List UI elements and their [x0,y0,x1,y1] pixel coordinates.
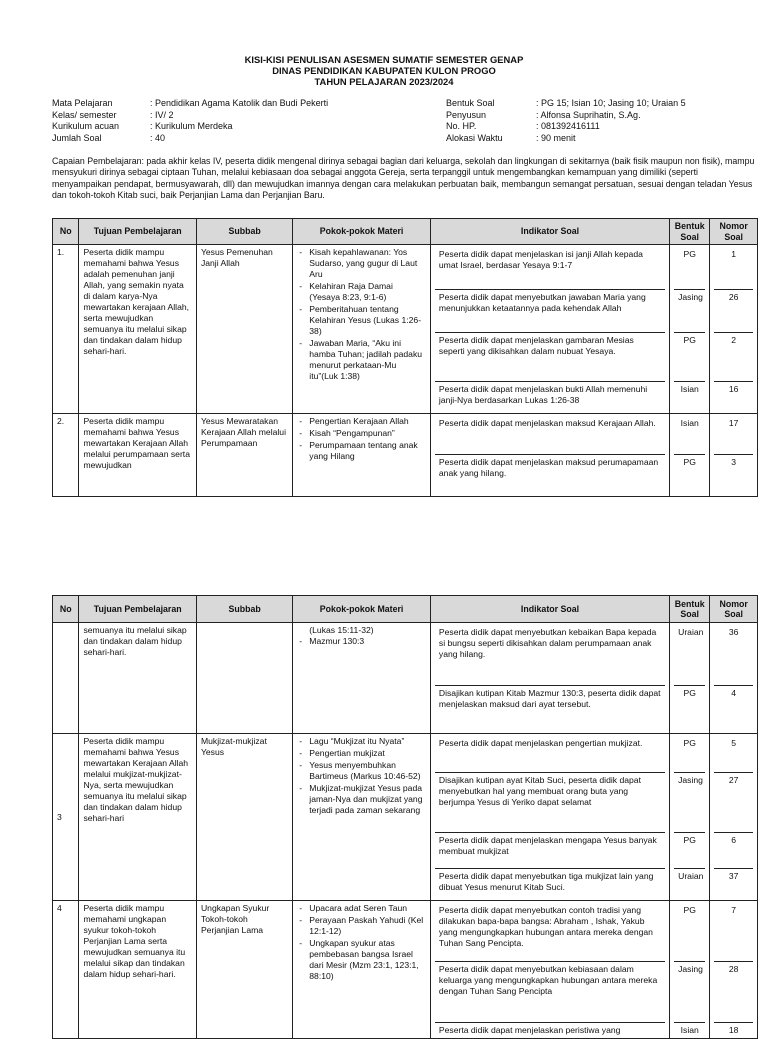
row-no: 4 [53,901,79,1039]
meta-value: : PG 15; Isian 10; Jasing 10; Uraian 5 [536,98,686,108]
pokok-item: - Perayaan Paskah Yahudi (Kel 12:1-12) [297,915,426,937]
row-pokok [293,623,431,734]
row-tujuan: Peserta didik mampu memahami bahwa Yesus mewartakan Kerajaan Allah melalui perumpamaan serta mewujudkan [79,414,197,497]
row-tujuan: Peserta didik mampu memahami bahwa Yesus mewartakan Kerajaan Allah melalui mukjizat-mukjizat-Nya, serta mewujudkan semuanya itu melalui sikap dan tindakan dalam hidup sehari-hari [79,734,197,901]
row-nomor [710,623,758,734]
pokok-item: - Perumpamaan tentang anak yang Hilang [297,440,426,462]
indikator-item: Peserta didik dapat menyebutkan contoh tradisi yang dilakukan bapa-bapa bangsa: Abraham , Ishak, Yakub yang mengungkapkan hubungan antara mereka dengan Tuhan Sang Pencipta. [438,905,653,948]
row-indikator [430,245,669,414]
row-subbab [196,623,292,734]
row-bentuk [670,414,710,497]
nomor-item: 28 [714,961,753,1022]
table-row [53,623,758,734]
bentuk-item: PG [683,738,696,748]
pokok-item: - Pengertian Kerajaan Allah [297,416,426,427]
nomor-item: 37 [714,868,753,898]
meta-value: : IV/ 2 [150,109,174,120]
indikator-item: Disajikan kutipan Kitab Mazmur 130:3, peserta didik dapat menjelaskan maksud dari ayat tersebut. [435,685,665,731]
bentuk-item: PG [674,685,705,731]
col-header-subbab: Subbab [196,596,292,623]
meta-value: : 40 [150,132,166,143]
nomor-item: 2 [714,332,753,381]
row-no [53,623,79,734]
row-pokok [293,734,431,901]
meta-label: No. HP. [446,121,477,131]
indikator-item: Peserta didik dapat menjelaskan peristiwa yang [435,1022,665,1036]
meta-value: : 081392416111 [536,121,600,131]
row-tujuan: semuanya itu melalui sikap dan tindakan dalam hidup sehari-hari. [79,623,197,734]
meta-label: Alokasi Waktu [446,132,503,143]
row-tujuan: Peserta didik mampu memahami bahwa Yesus adalah pemenuhan janji Allah, yang semakin nyata di dalam karya-Nya mewartakan kerajaan Allah, serta mewujudkan semuanya itu melalui sikap dan tindakan dalam hidup sehari-hari. [79,245,197,414]
pokok-item: - Pemberitahuan tentang Kelahiran Yesus (Lukas 1:26-38) [297,304,426,337]
meta-label: Mata Pelajaran [52,98,113,108]
meta-label: Bentuk Soal [446,98,495,108]
row-bentuk [670,734,710,901]
nomor-item: 1 [731,249,737,259]
nomor-item: 4 [714,685,753,731]
indikator-item: Peserta didik dapat menyebutkan kebaikan Bapa kepada si bungsu seperti dikisahkan dalam perumpamaan anak yang hilang. [438,627,657,659]
col-header-tujuan: Tujuan Pembelajaran [79,219,197,245]
meta-value: : Alfonsa Suprihatin, S.Ag. [536,109,641,120]
col-header-pokok: Pokok-pokok Materi [293,219,431,245]
nomor-item: 27 [714,772,753,832]
row-indikator [430,734,669,901]
indikator-item: Peserta didik dapat menyebutkan jawaban Maria yang menunjukkan ketaatannya pada kehendak Allah [435,289,665,332]
col-header-subbab: Subbab [196,219,292,245]
bentuk-item: Isian [674,381,705,411]
bentuk-item: Uraian [674,868,705,898]
col-header-bentuk: Bentuk Soal [670,219,710,245]
row-nomor [710,734,758,901]
bentuk-item: PG [674,832,705,868]
col-header-nomor: Nomor Soal [710,596,758,623]
row-subbab: Yesus Mewaratakan Kerajaan Allah melalui Perumpamaan [196,414,292,497]
row-nomor [710,901,758,1039]
meta-label: Kurikulum acuan [52,121,120,131]
bentuk-item: Jasing [674,772,705,832]
doc-title-line-1: KISI-KISI PENULISAN ASESMEN SUMATIF SEMESTER GENAP [244,54,524,65]
doc-title-line-2: DINAS PENDIDIKAN KABUPATEN KULON PROGO [272,65,496,76]
col-header-nomor: Nomor Soal [710,219,758,245]
table-row [53,414,758,497]
nomor-item: 3 [714,454,753,494]
row-indikator [430,623,669,734]
table-row [53,901,758,1039]
row-indikator [430,414,669,497]
bentuk-item: Jasing [674,289,705,332]
indikator-item: Disajikan kutipan ayat Kitab Suci, peserta didik dapat menyebutkan hal yang membuat orang buta yang berjumpa Yesus di Yeriko dapat selamat [435,772,665,832]
pokok-item: - Kisah kepahlawanan: Yos Sudarso, yang gugur di Laut Aru [297,247,426,280]
row-no: 2. [53,414,79,497]
meta-label: Jumlah Soal [52,132,102,143]
meta-label: Penyusun [446,109,487,120]
row-nomor [710,245,758,414]
pokok-item: - Ungkapan syukur atas pembebasan bangsa Israel dari Mesir (Mzm 23:1, 123:1, 88:10) [297,938,426,982]
indikator-item: Peserta didik dapat menjelaskan mengapa Yesus banyak membuat mukjizat [435,832,665,868]
row-tujuan: Peserta didik mampu memahami ungkapan syukur tokoh-tokoh Perjanjian Lama serta mewujudkan semuanya itu melalui sikap dan tindakan dalam hidup sehari-hari. [79,901,197,1039]
table-row [53,245,758,414]
bentuk-item: Isian [674,1022,705,1036]
row-indikator [430,901,669,1039]
pokok-item: - Jawaban Maria, “Aku ini hamba Tuhan; jadilah padaku menurut perkataan-Mu itu”(Luk 1:38) [297,338,426,382]
meta-right [446,98,686,144]
row-subbab: Mukjizat-mukjizat Yesus [196,734,292,901]
meta-value: : Kurikulum Merdeka [150,121,233,131]
table-row [53,734,758,901]
row-subbab: Ungkapan Syukur Tokoh-tokoh Perjanjian Lama [196,901,292,1039]
nomor-item: 5 [731,738,737,748]
indikator-item: Peserta didik dapat menjelaskan bukti Allah memenuhi janji-Nya berdasarkan Lukas 1:26-38 [435,381,665,411]
nomor-item: 18 [714,1022,753,1036]
pokok-item: - Pengertian mukjizat [297,748,426,759]
nomor-item: 26 [714,289,753,332]
pokok-item: - Mukjizat-mukjizat Yesus pada jaman-Nya dan mukjizat yang terjadi pada zaman sekarang [297,783,426,816]
row-bentuk [670,901,710,1039]
row-bentuk [670,245,710,414]
kisi-table-2 [52,595,758,1039]
pokok-item: - Mazmur 130:3 [297,636,426,647]
doc-title-line-3: TAHUN PELAJARAN 2023/2024 [314,76,454,87]
indikator-item: Peserta didik dapat menjelaskan gambaran Mesias seperti yang dikisahkan dalam nubuat Yesaya. [435,332,665,381]
pokok-item: - Kisah “Pengampunan” [297,428,426,439]
pokok-item: - Yesus menyembuhkan Bartimeus (Markus 10:46-52) [297,760,426,782]
row-pokok [293,414,431,497]
nomor-item: 7 [731,905,737,915]
bentuk-item: Uraian [678,627,704,637]
indikator-item: Peserta didik dapat menjelaskan pengertian mukjizat. [438,738,643,748]
nomor-item: 36 [728,627,739,637]
capaian-pembelajaran: Capaian Pembelajaran: pada akhir kelas IV, peserta didik mengenal dirinya sebagai bagian dari keluarga, sekolah dan lingkungan di sekitarnya (baik fisik maupun non fisik), mampu mensyukuri dirinya sebagai ciptaan Tuhan, melalui kebiasaan doa sebagai anggota Gereja, serta terpanggil untuk mengembangkan kemampuan yang dimiliki (seperti menyampaikan pendapat, bermusyawarah, dll) dan mewujudkan imannya dengan cara melakukan perbuatan baik, membangun semangat persatuan, sesuai dengan teladan Yesus dan tokoh-tokoh Kitab suci, baik Perjanjian Lama dan Perjanjian Baru. [52,156,755,200]
nomor-item: 16 [714,381,753,411]
row-nomor [710,414,758,497]
col-header-no: No [53,219,79,245]
indikator-item: Peserta didik dapat menyebutkan tiga mukjizat lain yang dibuat Yesus menurut Kitab Suci. [435,868,665,898]
indikator-item: Peserta didik dapat menyebutkan kebiasaan dalam keluarga yang mengungkapkan hubungan antara mereka dengan Tuhan Sang Pencipta [435,961,665,1022]
nomor-item: 6 [714,832,753,868]
pokok-item: - Lagu “Mukjizat itu Nyata” [297,736,426,747]
pokok-lead: (Lukas 15:11-32) [309,625,374,635]
col-header-tujuan: Tujuan Pembelajaran [79,596,197,623]
indikator-item: Peserta didik dapat menjelaskan maksud perumapamaan anak yang hilang. [435,454,665,494]
meta-left [52,98,328,144]
bentuk-item: PG [674,332,705,381]
row-subbab: Yesus Pemenuhan Janji Allah [196,245,292,414]
pokok-item: - Kelahiran Raja Damai (Yesaya 8:23, 9:1-6) [297,281,426,303]
bentuk-item: PG [683,249,696,259]
nomor-item: 17 [728,418,739,428]
col-header-indikator: Indikator Soal [430,219,669,245]
col-header-bentuk: Bentuk Soal [670,596,710,623]
row-no: 1. [53,245,79,414]
pokok-item: - Upacara adat Seren Taun [297,903,426,914]
bentuk-item: Jasing [674,961,705,1022]
row-pokok [293,245,431,414]
indikator-item: Peserta didik dapat menjelaskan isi janji Allah kepada umat Israel, berdasar Yesaya 9:1-7 [438,249,643,270]
col-header-indikator: Indikator Soal [430,596,669,623]
col-header-pokok: Pokok-pokok Materi [293,596,431,623]
meta-label: Kelas/ semester [52,109,117,120]
row-pokok [293,901,431,1039]
row-bentuk [670,623,710,734]
bentuk-item: Isian [680,418,699,428]
row-no: 3 [53,734,79,901]
col-header-no: No [53,596,79,623]
kisi-table-1 [52,218,758,497]
meta-value: : Pendidikan Agama Katolik dan Budi Pekerti [150,98,329,108]
bentuk-item: PG [683,905,696,915]
indikator-item: Peserta didik dapat menjelaskan maksud Kerajaan Allah. [438,418,656,428]
meta-value: : 90 menit [536,132,576,143]
bentuk-item: PG [674,454,705,494]
